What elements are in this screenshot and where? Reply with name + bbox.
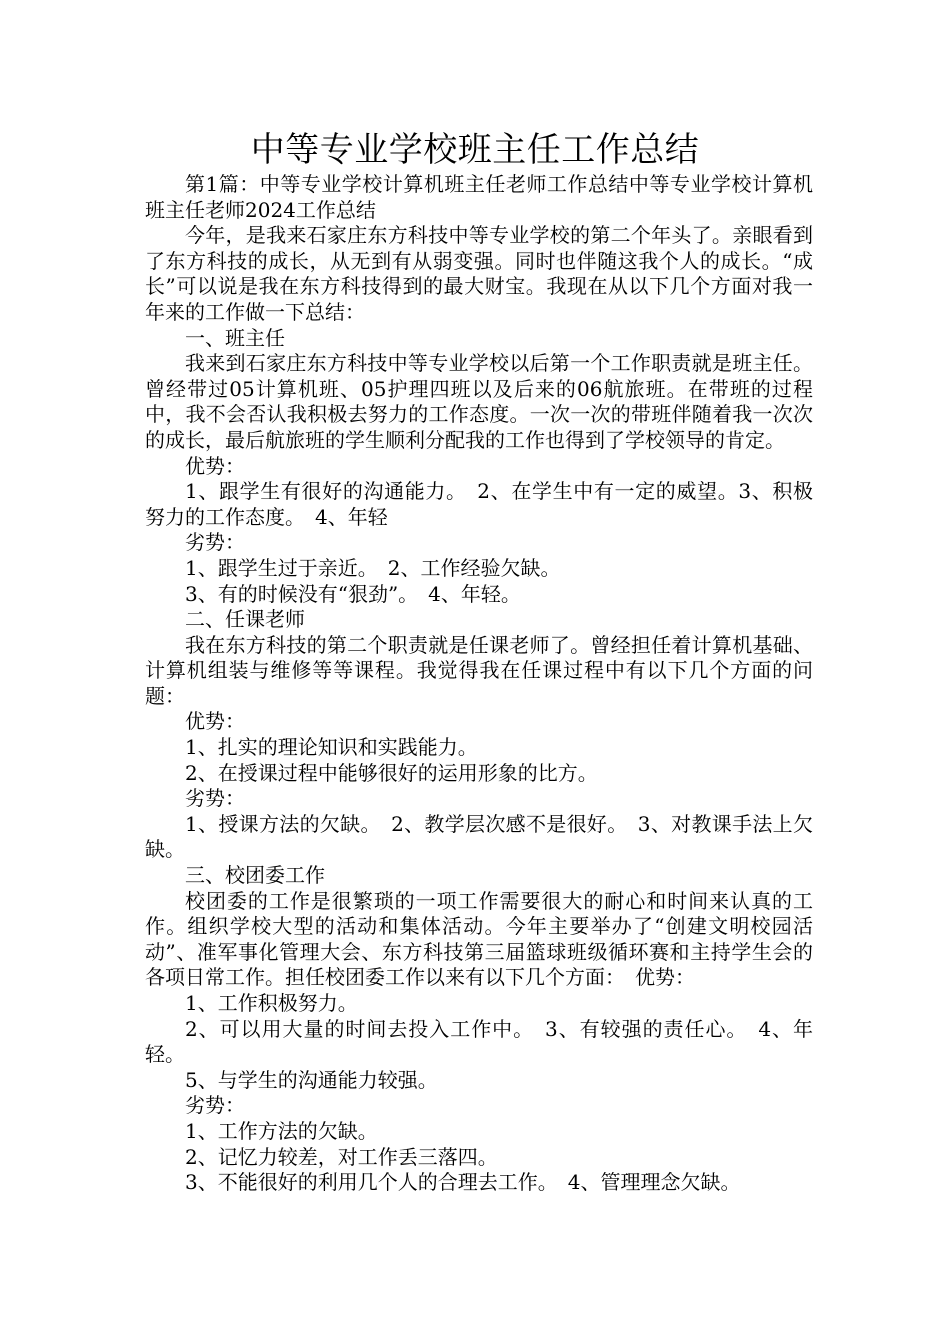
label-weaknesses: 劣势： xyxy=(185,786,245,811)
list-item: 1、授课方法的欠缺。 2、教学层次感不是很好。 3、对教课手法上欠缺。 xyxy=(145,811,813,862)
list-item: 1、工作方法的欠缺。 xyxy=(185,1118,378,1143)
paragraph-class-teacher: 我来到石家庄东方科技中等专业学校以后第一个工作职责就是班主任。曾经带过05计算机班、05护理四班以及后来的06航旅班。在带班的过程中，我不会否认我积极去努力的工作态度。一次一次的带班伴随着我一次次的成长，最后航旅班的学生顺利分配我的工作也得到了学校领导的肯定。 xyxy=(145,351,813,452)
paragraph-youth-league: 校团委的工作是很繁琐的一项工作需要很大的耐心和时间来认真的工作。组织学校大型的活动和集体活动。今年主要举办了“创建文明校园活动”、准军事化管理大会、东方科技第三届篮球班级循环赛和主持学生会的各项日常工作。担任校团委工作以来有以下几个方面： 优势： xyxy=(145,888,813,990)
paragraph-chapter-heading: 第1篇：中等专业学校计算机班主任老师工作总结中等专业学校计算机班主任老师2024工作总结 xyxy=(145,172,813,222)
label-weaknesses: 劣势： xyxy=(185,1093,245,1118)
label-strengths: 优势： xyxy=(185,453,245,478)
label-strengths: 优势： xyxy=(185,709,245,734)
list-item: 3、有的时候没有“狠劲”。 4、年轻。 xyxy=(185,581,521,606)
section-heading-class-teacher: 一、班主任 xyxy=(185,325,285,350)
document-page xyxy=(145,128,813,1196)
label-weaknesses: 劣势： xyxy=(185,530,245,555)
list-item: 2、在授课过程中能够很好的运用形象的比方。 xyxy=(185,760,598,785)
list-item: 1、工作积极努力。 xyxy=(185,991,358,1015)
list-item: 3、不能很好的利用几个人的合理去工作。 4、管理理念欠缺。 xyxy=(185,1170,741,1195)
list-item: 1、跟学生有很好的沟通能力。 2、在学生中有一定的威望。3、积极努力的工作态度。 4、年轻 xyxy=(145,479,813,529)
list-item: 2、可以用大量的时间去投入工作中。 3、有较强的责任心。 4、年轻。 xyxy=(145,1016,813,1067)
section-heading-youth-league: 三、校团委工作 xyxy=(185,863,325,888)
list-item: 5、与学生的沟通能力较强。 xyxy=(185,1067,438,1092)
list-item: 1、扎实的理论知识和实践能力。 xyxy=(185,735,478,760)
paragraph-intro: 今年，是我来石家庄东方科技中等专业学校的第二个年头了。亲眼看到了东方科技的成长，从无到有从弱变强。同时也伴随这我个人的成长。“成长”可以说是我在东方科技得到的最大财宝。我现在从以下几个方面对我一年来的工作做一下总结： xyxy=(145,223,813,324)
paragraph-teacher: 我在东方科技的第二个职责就是任课老师了。曾经担任着计算机基础、计算机组装与维修等等课程。我觉得我在任课过程中有以下几个方面的问题： xyxy=(145,632,813,708)
list-item: 2、记忆力较差，对工作丢三落四。 xyxy=(185,1144,498,1169)
document-title: 中等专业学校班主任工作总结 xyxy=(250,130,700,170)
section-heading-teacher: 二、任课老师 xyxy=(185,607,305,632)
list-item: 1、跟学生过于亲近。 2、工作经验欠缺。 xyxy=(185,555,561,580)
